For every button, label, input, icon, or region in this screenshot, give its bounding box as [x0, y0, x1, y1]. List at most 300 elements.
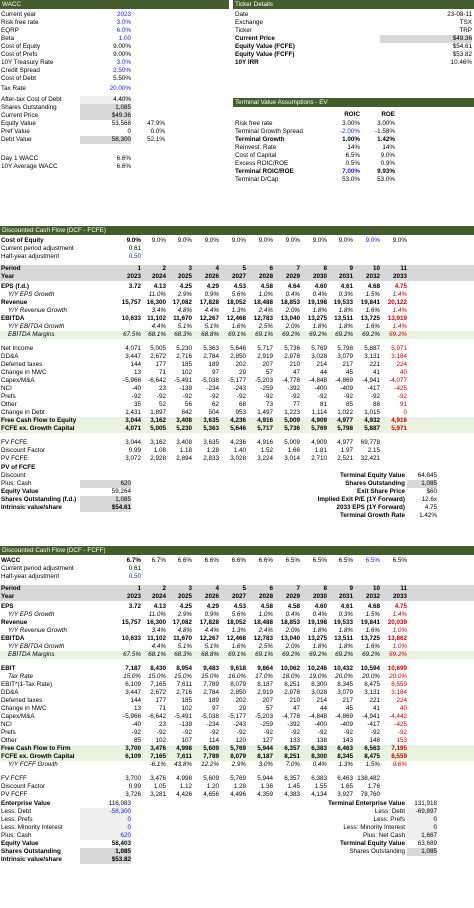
fcfe-cell[interactable]: -392 [287, 385, 300, 392]
fcfe-cell[interactable]: 1.8% [338, 307, 353, 314]
fcfe-cell[interactable]: 0 [403, 409, 407, 416]
fcff-row-label[interactable]: NCI [1, 721, 12, 728]
fcff-cell[interactable] [377, 775, 407, 783]
fcfe-cell[interactable]: -92 [317, 393, 327, 400]
fcfe-row-label[interactable]: Capex/M&A [1, 377, 35, 384]
fcff-cell[interactable]: -5,491 [174, 713, 192, 720]
fcfe-rate[interactable]: 9.0% [258, 237, 273, 244]
fcff-cell[interactable]: 20,039 [387, 619, 407, 626]
fcff-cell[interactable]: -92 [397, 729, 407, 736]
fcfe-cell[interactable]: 47 [292, 369, 300, 376]
fcff-cell[interactable]: -5,966 [123, 713, 141, 720]
fcff-cell[interactable]: 8,187 [257, 681, 273, 688]
fcff-cell[interactable]: 214 [316, 697, 327, 704]
fcfe-cell[interactable]: 5,230 [176, 425, 192, 432]
ticker-label[interactable]: Ticker [235, 27, 252, 34]
wacc-value[interactable]: 9.00% [113, 51, 131, 58]
fcff-cell[interactable]: 13,275 [307, 635, 327, 642]
fcff-cell[interactable]: 7,165 [150, 681, 166, 688]
fcfe-row-label[interactable]: DD&A [1, 353, 19, 360]
fcff-cell[interactable]: 8,430 [150, 665, 166, 672]
fcff-rate-label[interactable]: WACC [1, 557, 21, 564]
fcfe-cell[interactable]: 185 [181, 361, 192, 368]
fcfe-cell[interactable]: 69.2% [389, 331, 407, 338]
fcfe-cell[interactable]: 5,009 [284, 439, 300, 446]
fcfe-cell[interactable]: 1.6% [365, 323, 380, 330]
fcff-sum-val[interactable]: -58,300 [80, 808, 131, 816]
fcff-cell[interactable]: -92 [370, 729, 380, 736]
fcfe-cell[interactable]: 35 [133, 401, 141, 408]
fcff-cell[interactable]: -409 [340, 721, 353, 728]
fcfe-cell[interactable]: 202 [235, 361, 246, 368]
fcfe-rate[interactable]: 9.0% [151, 237, 166, 244]
tv-label[interactable]: Terminal D/Cap [235, 176, 279, 183]
fcff-cell[interactable]: 8,079 [230, 753, 246, 760]
wacc-label[interactable]: Shares Outstanding [1, 104, 57, 111]
fcff-year[interactable]: 2033 [392, 593, 407, 600]
fcfe-row-label[interactable]: Discount Factor [1, 447, 46, 454]
fcfe-cell[interactable]: 69,778 [360, 439, 380, 446]
tv-label[interactable]: Terminal Growth Spread [235, 128, 303, 135]
fcff-right-val[interactable]: 0 [407, 824, 437, 832]
fcfe-cell[interactable]: 2,710 [311, 455, 327, 462]
ticker-label[interactable]: Equity Value (FCFF) [235, 51, 295, 58]
fcfe-cell[interactable]: 0.9% [204, 291, 219, 298]
fcff-cell[interactable]: 1.3% [231, 627, 246, 634]
fcff-sum-val[interactable]: 620 [80, 832, 131, 840]
fcff-cell[interactable]: 133 [289, 737, 300, 744]
fcff-rate[interactable]: 6.5% [312, 557, 327, 564]
fcfe-cell[interactable]: 69.1% [228, 331, 246, 338]
tax-label[interactable]: Tax Rate [1, 85, 26, 92]
fcff-cell[interactable]: 8,079 [230, 681, 246, 688]
fcfe-cell[interactable]: -139 [179, 385, 192, 392]
fcff-cell[interactable]: 7,195 [391, 745, 407, 752]
mix-label[interactable]: Debt Value [1, 136, 32, 143]
tv-roe[interactable]: 9.0% [380, 152, 395, 159]
fcfe-cell[interactable]: 4,977 [337, 439, 353, 446]
fcff-cell[interactable]: 15.0% [174, 673, 192, 680]
fcff-cell[interactable]: 1.8% [338, 627, 353, 634]
fcff-cell[interactable]: 0.4% [312, 611, 327, 618]
tv-label[interactable]: Terminal ROIC/ROE [235, 168, 294, 175]
fcff-cell[interactable]: 11,102 [147, 635, 166, 642]
fcff-cell[interactable]: 4.58 [287, 603, 300, 610]
fcfe-cell[interactable]: 19,841 [360, 299, 380, 306]
fcfe-rate[interactable]: 9.0% [231, 237, 246, 244]
fcfe-cell[interactable]: 2.4% [258, 307, 273, 314]
wacc-label[interactable]: Cost of Equity [1, 43, 41, 50]
fcff-cell[interactable]: 6,109 [125, 753, 141, 760]
fcff-cell[interactable]: 1.05 [153, 783, 166, 790]
fcff-cell[interactable]: 0.3% [338, 611, 353, 618]
avg-label[interactable]: 10Y Average WACC [1, 163, 58, 170]
ticker-value[interactable]: 23-08-11 [447, 11, 472, 18]
fcff-cell[interactable]: 19,533 [333, 619, 353, 626]
wacc-label[interactable]: Cost of Prefs [1, 51, 38, 58]
fcfe-cell[interactable]: 4.25 [179, 283, 192, 290]
fcff-cell[interactable]: 5,944 [257, 775, 273, 782]
fcfe-cell[interactable]: 41 [372, 369, 380, 376]
fcff-row-label[interactable]: Change in NWC [1, 705, 47, 712]
wacc-value[interactable]: 3.0% [116, 59, 131, 66]
fcff-cell[interactable]: 10,432 [333, 665, 353, 672]
fcff-year[interactable]: 2025 [177, 593, 192, 600]
fcff-cell[interactable]: 8,475 [364, 681, 380, 688]
fcff-cell[interactable]: 185 [181, 697, 192, 704]
fcff-cell[interactable]: 47 [292, 705, 300, 712]
fcff-cell[interactable]: 114 [208, 737, 219, 744]
fcfe-right-label[interactable]: Shares Outstanding [345, 480, 405, 487]
fcff-right-val[interactable]: 1,667 [407, 832, 437, 840]
fcfe-cell[interactable] [377, 455, 407, 463]
fcff-cell[interactable]: 5,769 [230, 745, 246, 752]
fcff-cell[interactable]: -92 [182, 729, 192, 736]
fcfe-cell[interactable]: 5,363 [203, 345, 219, 352]
fcfe-cell[interactable]: 13 [133, 369, 141, 376]
fcff-cell[interactable]: 13,040 [280, 635, 300, 642]
fcff-cell[interactable]: 15.0% [148, 673, 166, 680]
fcfe-cell[interactable]: 91 [399, 401, 407, 408]
fcfe-cell[interactable]: 4.60 [314, 283, 327, 290]
fcfe-cell[interactable]: -4,941 [362, 377, 380, 384]
fcfe-cell[interactable]: 2.0% [285, 307, 300, 314]
fcfe-cell[interactable]: 2,784 [203, 353, 219, 360]
fcfe-row-label[interactable]: NCI [1, 385, 12, 392]
fcfe-cell[interactable]: 11.0% [148, 291, 166, 298]
fcff-year[interactable]: 2031 [338, 593, 353, 600]
fcfe-cell[interactable]: 4,916 [391, 417, 407, 424]
fcff-cell[interactable]: 189 [208, 697, 219, 704]
fcff-cell[interactable]: -92 [209, 729, 219, 736]
mix-pct[interactable]: 0.0% [150, 128, 165, 135]
fcff-cell[interactable]: 4,359 [257, 791, 273, 798]
wacc-value[interactable]: 5.50% [113, 75, 131, 82]
fcff-cell[interactable]: 2.5% [258, 643, 273, 650]
tv-roic[interactable]: 6.5% [345, 152, 360, 159]
ticker-value[interactable]: $53.82 [452, 51, 472, 58]
fcff-adj-val[interactable]: 0.50 [128, 573, 141, 580]
fcfe-cell[interactable]: 10,633 [121, 315, 141, 322]
fcff-cell[interactable]: 8,300 [311, 753, 327, 760]
fcff-cell[interactable]: 10,062 [280, 665, 300, 672]
fcfe-cell[interactable]: 40 [399, 369, 407, 376]
fcff-cell[interactable]: 68.3% [174, 651, 192, 658]
fcff-cell[interactable]: 1.8% [312, 643, 327, 650]
fcff-right-val[interactable]: 1,085 [407, 848, 437, 856]
fcfe-cell[interactable]: 13,725 [360, 315, 380, 322]
fcff-row-label[interactable]: Discount Factor [1, 783, 46, 790]
fcfe-cell[interactable]: 1.8% [338, 323, 353, 330]
fcff-period[interactable]: 7 [296, 585, 300, 592]
fcfe-sum-val[interactable]: 620 [80, 480, 131, 488]
fcfe-sum-val[interactable]: 1,085 [80, 496, 131, 504]
fcff-cell[interactable]: 23 [158, 721, 166, 728]
fcfe-row-label[interactable]: EPS (f.d.) [1, 283, 29, 290]
fcff-cell[interactable]: 5.1% [204, 643, 219, 650]
fcfe-cell[interactable]: 19,198 [307, 299, 327, 306]
fcfe-row-label[interactable]: Y/Y EPS Growth [8, 291, 55, 298]
wacc-value[interactable]: 2023 [116, 11, 131, 18]
fcff-cell[interactable]: 4,656 [203, 791, 219, 798]
fcff-cell[interactable]: 85 [133, 737, 141, 744]
tv-label[interactable]: Excess ROIC/ROE [235, 160, 289, 167]
fcfe-cell[interactable]: 1,897 [150, 409, 166, 416]
fcff-cell[interactable]: 2.4% [258, 627, 273, 634]
fcff-cell[interactable]: 3,131 [364, 689, 380, 696]
tv-label[interactable]: Reinvest. Rate [235, 144, 277, 151]
ticker-label[interactable]: Current Price [235, 35, 275, 42]
fcfe-cell[interactable]: 177 [155, 361, 166, 368]
mix-pct[interactable]: 47.9% [147, 120, 165, 127]
fcfe-cell[interactable]: 5,363 [203, 425, 219, 432]
fcfe-adj-label[interactable]: Half-year adjustment [1, 253, 60, 260]
fcfe-cell[interactable]: 2.0% [285, 323, 300, 330]
fcfe-cell[interactable]: 2,919 [257, 353, 273, 360]
fcfe-adj-val[interactable]: 0.50 [128, 253, 141, 260]
fcff-rate[interactable]: 6.6% [258, 557, 273, 564]
fcfe-cell[interactable]: 2,833 [203, 455, 219, 462]
fcff-cell[interactable]: 1.12 [179, 783, 192, 790]
fcff-year[interactable]: 2028 [258, 593, 273, 600]
fcfe-cell[interactable]: 1.0% [258, 291, 273, 298]
fcfe-row-label[interactable]: Revenue [1, 299, 28, 306]
fcfe-cell[interactable]: 504 [208, 409, 219, 416]
fcff-cell[interactable] [377, 783, 407, 791]
fcff-cell[interactable]: 4,134 [311, 791, 327, 798]
fcff-cell[interactable]: 138 [316, 737, 327, 744]
tv-roic[interactable]: 1.00% [342, 136, 360, 143]
fcfe-cell[interactable]: 68.1% [148, 331, 166, 338]
fcff-cell[interactable]: 7.0% [285, 761, 300, 768]
fcff-right-label[interactable]: Terminal Enterprise Value [328, 800, 405, 807]
fcfe-row-label[interactable]: EBITDA Margins [8, 331, 55, 338]
fcfe-cell[interactable]: 5,971 [391, 425, 407, 432]
fcfe-year[interactable]: 2033 [392, 273, 407, 280]
fcff-cell[interactable]: 15.0% [123, 673, 141, 680]
fcff-row-label[interactable]: PV FCFF [1, 791, 28, 798]
fcff-cell[interactable]: 217 [342, 697, 353, 704]
fcff-rate[interactable]: 6.7% [151, 557, 166, 564]
fcff-cell[interactable]: 1.8% [338, 643, 353, 650]
fcfe-year-label[interactable]: Year [1, 273, 15, 280]
fcff-cell[interactable]: 3.0% [258, 761, 273, 768]
fcff-cell[interactable]: 9.6% [392, 761, 407, 768]
fcff-cell[interactable]: 3,700 [125, 745, 141, 752]
fcff-cell[interactable]: 107 [181, 737, 192, 744]
fcff-cell[interactable]: 4.53 [233, 603, 246, 610]
fcff-cell[interactable]: 18,052 [226, 619, 246, 626]
fcff-cell[interactable]: 0.4% [285, 611, 300, 618]
fcff-cell[interactable]: 5,944 [257, 745, 273, 752]
fcfe-cell[interactable]: -4,077 [389, 377, 407, 384]
fcfe-cell[interactable]: 2,850 [230, 353, 246, 360]
ticker-value[interactable]: $54.61 [452, 43, 472, 50]
mix-label[interactable]: Pref Value [1, 128, 30, 135]
fcfe-year[interactable]: 2023 [126, 273, 141, 280]
fcfe-cell[interactable]: 4,909 [311, 417, 327, 424]
fcfe-row-label[interactable]: PV FCFE [1, 455, 28, 462]
fcfe-cell[interactable]: 13,040 [280, 315, 300, 322]
fcff-cell[interactable]: 2,978 [284, 689, 300, 696]
fcfe-cell[interactable]: -409 [340, 385, 353, 392]
fcff-cell[interactable]: 4,383 [284, 791, 300, 798]
fcff-cell[interactable]: 11.0% [148, 611, 166, 618]
fcff-cell[interactable]: 12.2% [201, 761, 219, 768]
fcfe-adj-val[interactable]: 0.61 [128, 245, 141, 252]
fcff-row-label[interactable]: Y/Y EPS Growth [8, 611, 55, 618]
fcfe-cell[interactable]: 0.4% [312, 291, 327, 298]
fcff-cell[interactable]: 9,618 [230, 665, 246, 672]
fcfe-period[interactable]: 11 [400, 265, 407, 272]
fcff-cell[interactable]: 20.0% [389, 673, 407, 680]
fcff-row-label[interactable]: FCFE ex. Growth Capital [1, 753, 75, 760]
fcff-cell[interactable]: 8,251 [284, 681, 300, 688]
fcfe-year[interactable]: 2032 [365, 273, 380, 280]
fcfe-cell[interactable]: 52 [158, 401, 166, 408]
fcfe-cell[interactable]: 1,497 [257, 409, 273, 416]
fcfe-cell[interactable]: -40 [131, 385, 141, 392]
fcff-cell[interactable]: -92 [317, 729, 327, 736]
fcff-cell[interactable]: 69.2% [309, 651, 327, 658]
fcfe-cell[interactable]: 5,005 [150, 425, 166, 432]
tv-roic[interactable]: 7.00% [342, 168, 360, 175]
fcff-cell[interactable]: 0.99 [128, 783, 141, 790]
fcfe-sum-val[interactable] [80, 472, 131, 480]
fcff-period[interactable]: 11 [400, 585, 407, 592]
fcfe-year[interactable]: 2025 [177, 273, 192, 280]
fcff-cell[interactable]: 69.1% [228, 651, 246, 658]
fcfe-cell[interactable]: 842 [181, 409, 192, 416]
fcff-cell[interactable]: 20.0% [362, 673, 380, 680]
fcff-cell[interactable]: 6,463 [337, 745, 353, 752]
tv-roe[interactable]: 9.93% [377, 168, 395, 175]
fcfe-cell[interactable]: 4.4% [151, 323, 166, 330]
fcfe-cell[interactable]: 13,511 [334, 315, 353, 322]
fcfe-cell[interactable]: 3,131 [364, 353, 380, 360]
tv-label[interactable]: Cost of Capital [235, 152, 277, 159]
fcff-sum-val[interactable]: 0 [80, 816, 131, 824]
fcff-cell[interactable]: 1.6% [365, 643, 380, 650]
fcff-sum-val[interactable]: 0 [80, 824, 131, 832]
fcfe-period[interactable]: 3 [188, 265, 192, 272]
fcfe-cell[interactable]: 2,978 [284, 353, 300, 360]
fcff-cell[interactable]: 6,383 [311, 775, 327, 782]
fcff-cell[interactable]: 202 [235, 697, 246, 704]
fcfe-period[interactable]: 8 [323, 265, 327, 272]
fcfe-cell[interactable]: 3,044 [125, 439, 141, 446]
fcff-cell[interactable]: -400 [314, 721, 327, 728]
fcfe-right-val[interactable]: 1.42% [419, 512, 437, 519]
fcff-cell[interactable]: 71 [158, 705, 166, 712]
fcfe-cell[interactable]: -417 [367, 385, 380, 392]
fcff-row-label[interactable]: EBITDA [1, 635, 25, 642]
tv-roic[interactable]: 14% [347, 144, 360, 151]
fcfe-cell[interactable]: 3,447 [125, 353, 141, 360]
fcfe-rate[interactable]: 9.0% [338, 237, 353, 244]
mix-value[interactable]: 0 [127, 128, 131, 135]
fcfe-row-label[interactable]: FCFE ex. Growth Capital [1, 425, 75, 432]
fcfe-cell[interactable]: 1.5% [365, 291, 380, 298]
fcfe-cell[interactable]: 12,267 [199, 315, 219, 322]
fcff-cell[interactable]: 2,919 [257, 689, 273, 696]
fcff-cell[interactable]: -6.1% [149, 761, 166, 768]
day1-label[interactable]: Day 1 WACC [1, 155, 39, 162]
fcfe-cell[interactable]: 3,224 [257, 455, 273, 462]
fcfe-cell[interactable]: 3,079 [337, 353, 353, 360]
fcff-cell[interactable]: 5.6% [231, 611, 246, 618]
fcfe-cell[interactable]: 4,977 [337, 417, 353, 424]
fcfe-cell[interactable]: 88 [372, 401, 380, 408]
fcfe-year[interactable]: 2026 [204, 273, 219, 280]
fcff-cell[interactable]: 177 [155, 697, 166, 704]
fcfe-right-label[interactable]: Exit Share Price [357, 488, 405, 495]
fcfe-cell[interactable]: 81 [319, 401, 327, 408]
fcff-cell[interactable]: 138,482 [357, 775, 380, 782]
fcfe-rate[interactable]: 9.0% [285, 237, 300, 244]
fcfe-cell[interactable]: -5,177 [228, 377, 246, 384]
fcff-cell[interactable]: -4,778 [282, 713, 300, 720]
wacc-value[interactable]: 3.0% [116, 19, 131, 26]
fcfe-cell[interactable]: 5.1% [177, 323, 192, 330]
wacc-label[interactable]: Risk free rate [1, 19, 39, 26]
fcfe-cell[interactable]: 5,009 [284, 417, 300, 424]
fcfe-row-label[interactable]: Change in NWC [1, 369, 47, 376]
tv-label[interactable]: Terminal Growth [235, 136, 285, 143]
fcfe-cell[interactable]: 4,932 [364, 417, 380, 424]
fcfe-cell[interactable]: 4.61 [340, 283, 353, 290]
fcff-cell[interactable]: 2,784 [203, 689, 219, 696]
fcfe-cell[interactable]: 2.9% [177, 291, 192, 298]
fcff-cell[interactable]: -5,177 [228, 713, 246, 720]
fcfe-cell[interactable]: 68 [238, 401, 246, 408]
fcfe-cell[interactable]: -92 [236, 393, 246, 400]
fcff-sum-label[interactable]: Shares Outstanding [1, 848, 61, 855]
fcff-right-val[interactable]: 63,689 [417, 840, 437, 847]
fcff-cell[interactable]: 10,594 [360, 665, 380, 672]
fcfe-cell[interactable]: -4,869 [335, 377, 353, 384]
wacc-label[interactable]: After-tax Cost of Debt [1, 96, 62, 103]
fcff-cell[interactable]: 2,850 [230, 689, 246, 696]
fcff-cell[interactable]: 2.9% [177, 611, 192, 618]
fcfe-cell[interactable]: -5,038 [201, 377, 219, 384]
fcfe-cell[interactable]: 5,717 [257, 345, 273, 352]
fcff-period[interactable]: 3 [188, 585, 192, 592]
fcff-cell[interactable]: -425 [394, 721, 407, 728]
fcfe-cell[interactable]: 5,230 [176, 345, 192, 352]
fcfe-right-val[interactable]: 1,085 [407, 480, 437, 488]
fcfe-cell[interactable]: 1.08 [153, 447, 166, 454]
fcfe-cell[interactable]: 1.6% [365, 307, 380, 314]
fcff-row-label[interactable]: Y/Y Revenue Growth [8, 627, 68, 634]
avg-value[interactable]: 6.6% [116, 163, 131, 170]
fcff-cell[interactable]: 7,789 [203, 681, 219, 688]
fcff-row-label[interactable]: EBITDA Margins [8, 651, 55, 658]
fcff-sum-label[interactable]: Intrinsic value/share [1, 856, 62, 863]
fcfe-cell[interactable]: 3,028 [311, 353, 327, 360]
fcfe-rate[interactable]: 9.0% [392, 237, 407, 244]
fcfe-cell[interactable]: 1.8% [312, 307, 327, 314]
fcff-right-label[interactable]: Less: Debt [374, 808, 405, 815]
fcff-cell[interactable]: 8,300 [311, 681, 327, 688]
fcff-cell[interactable]: 0.9% [204, 611, 219, 618]
fcfe-cell[interactable]: 3,162 [150, 439, 166, 446]
fcfe-cell[interactable]: 4,071 [125, 345, 141, 352]
fcff-cell[interactable]: 5,609 [203, 775, 219, 782]
fcff-cell[interactable]: 45 [345, 705, 353, 712]
fcfe-cell[interactable]: -92 [263, 393, 273, 400]
fcff-right-val[interactable]: 131,918 [414, 800, 437, 807]
